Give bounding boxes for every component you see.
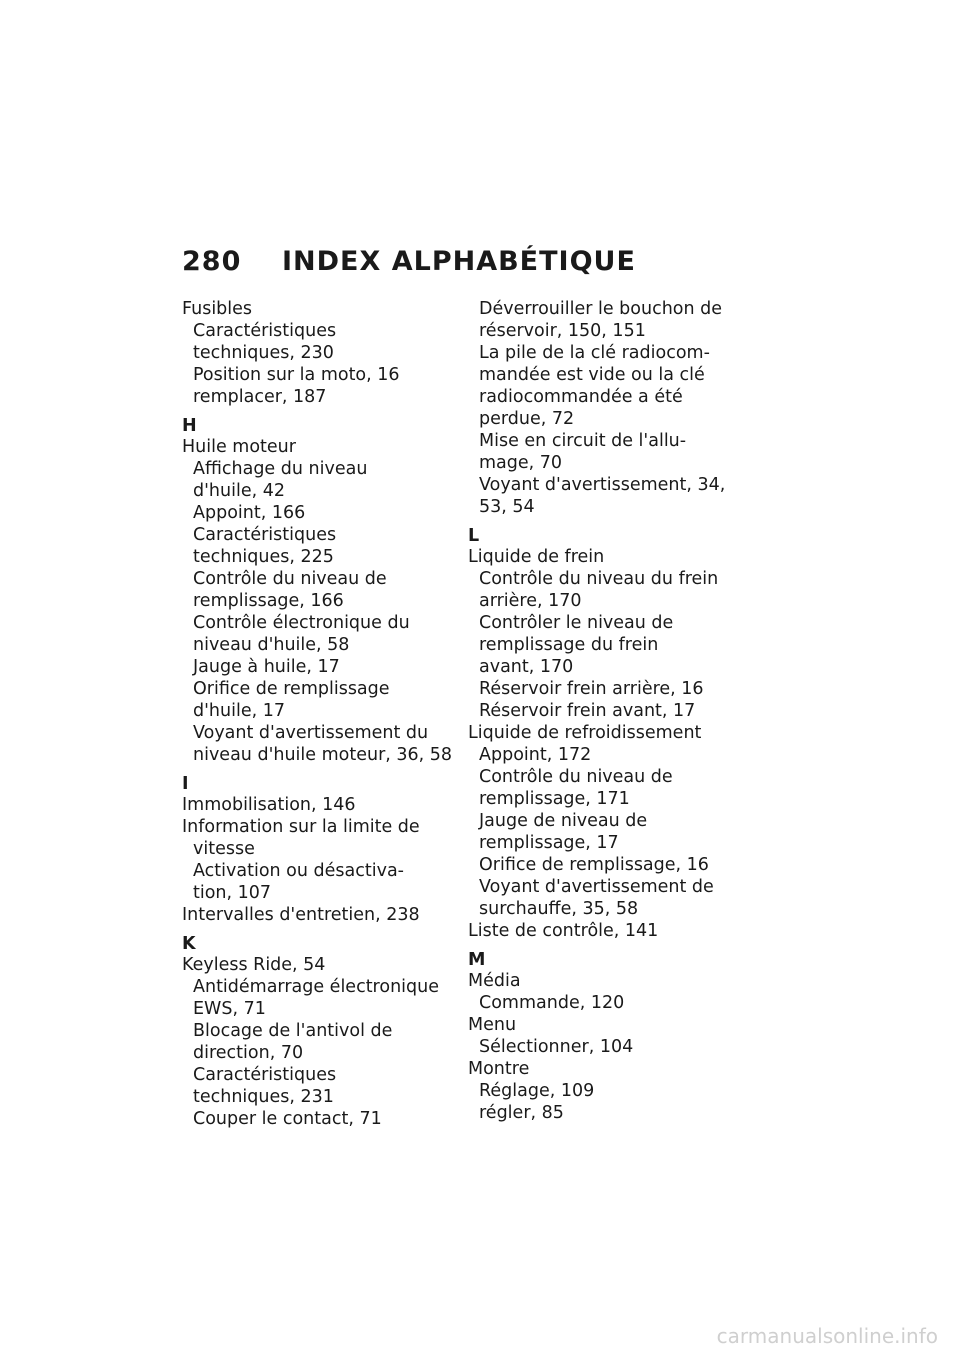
index-subentry: Sélectionner, 104	[479, 1037, 634, 1057]
index-subentry: remplacer, 187	[193, 387, 327, 407]
index-subentry: Contrôle du niveau de	[479, 767, 673, 787]
index-subentry: Voyant d'avertissement de	[479, 877, 714, 897]
index-subentry: techniques, 225	[193, 547, 334, 567]
index-subentry: Position sur la moto, 16	[193, 365, 400, 385]
index-subentry: remplissage, 166	[193, 591, 344, 611]
index-subentry: arrière, 170	[479, 591, 582, 611]
index-entry: Fusibles	[182, 299, 253, 319]
index-subentry: Contrôle du niveau de	[193, 569, 387, 589]
index-subentry: Mise en circuit de l'allu-	[479, 431, 687, 451]
index-subentry: Contrôler le niveau de	[479, 613, 674, 633]
index-subentry: d'huile, 42	[193, 481, 285, 501]
index-subentry: Orifice de remplissage	[193, 679, 390, 699]
index-subentry: radiocommandée a été	[479, 387, 683, 407]
index-subentry: techniques, 231	[193, 1087, 334, 1107]
index-entry: Huile moteur	[182, 437, 296, 457]
index-subentry: tion, 107	[193, 883, 272, 903]
index-letter-heading: M	[468, 950, 486, 970]
index-subentry: La pile de la clé radiocom-	[479, 343, 710, 363]
index-subentry: surchauffe, 35, 58	[479, 899, 639, 919]
index-entry: Liquide de refroidissement	[468, 723, 702, 743]
index-entry: Intervalles d'entretien, 238	[182, 905, 420, 925]
index-subentry: Commande, 120	[479, 993, 625, 1013]
page-header	[182, 246, 636, 277]
index-subentry: Réservoir frein avant, 17	[479, 701, 696, 721]
index-subentry: Voyant d'avertissement du	[193, 723, 429, 743]
index-subentry: EWS, 71	[193, 999, 266, 1019]
index-letter-heading: K	[182, 934, 196, 954]
index-subentry: réservoir, 150, 151	[479, 321, 646, 341]
index-subentry: remplissage, 17	[479, 833, 619, 853]
index-subentry: Réglage, 109	[479, 1081, 595, 1101]
index-letter-heading: I	[182, 774, 189, 794]
index-subentry: Caractéristiques	[193, 321, 337, 341]
index-subentry: Déverrouiller le bouchon de	[479, 299, 723, 319]
index-subentry: régler, 85	[479, 1103, 564, 1123]
index-subentry: direction, 70	[193, 1043, 304, 1063]
index-letter-heading: L	[468, 526, 480, 546]
index-entry: Keyless Ride, 54	[182, 955, 326, 975]
index-entry: Média	[468, 971, 521, 991]
index-column-right	[468, 298, 758, 1124]
index-subentry: niveau d'huile, 58	[193, 635, 350, 655]
watermark-text: carmanualsonline.info	[716, 1324, 938, 1348]
index-subentry: avant, 170	[479, 657, 574, 677]
index-subentry: mage, 70	[479, 453, 563, 473]
index-subentry: d'huile, 17	[193, 701, 285, 721]
index-subentry: Caractéristiques	[193, 525, 337, 545]
index-subentry: vitesse	[193, 839, 255, 859]
index-subentry: Jauge de niveau de	[479, 811, 648, 831]
index-subentry: remplissage, 171	[479, 789, 630, 809]
index-subentry: perdue, 72	[479, 409, 575, 429]
index-subentry: techniques, 230	[193, 343, 334, 363]
index-subentry: Appoint, 166	[193, 503, 306, 523]
index-column-left	[182, 298, 452, 1130]
index-subentry: Contrôle du niveau du frein	[479, 569, 719, 589]
index-letter-heading: H	[182, 416, 197, 436]
index-subentry: Jauge à huile, 17	[193, 657, 340, 677]
index-entry: Menu	[468, 1015, 517, 1035]
index-subentry: Caractéristiques	[193, 1065, 337, 1085]
index-subentry: 53, 54	[479, 497, 535, 517]
index-entry: Liquide de frein	[468, 547, 605, 567]
index-entry: Montre	[468, 1059, 530, 1079]
index-subentry: Réservoir frein arrière, 16	[479, 679, 704, 699]
index-entry: Information sur la limite de	[182, 817, 420, 837]
index-subentry: Voyant d'avertissement, 34,	[479, 475, 726, 495]
index-subentry: Appoint, 172	[479, 745, 592, 765]
index-subentry: Blocage de l'antivol de	[193, 1021, 393, 1041]
index-subentry: Affichage du niveau	[193, 459, 368, 479]
index-subentry: remplissage du frein	[479, 635, 659, 655]
index-subentry: niveau d'huile moteur, 36, 58	[193, 745, 453, 765]
index-subentry: Couper le contact, 71	[193, 1109, 382, 1129]
page-number: 280	[182, 246, 242, 277]
index-subentry: mandée est vide ou la clé	[479, 365, 705, 385]
index-subentry: Activation ou désactiva-	[193, 861, 404, 881]
index-subentry: Orifice de remplissage, 16	[479, 855, 709, 875]
page-title: INDEX ALPHABÉTIQUE	[282, 246, 636, 277]
index-entry: Immobilisation, 146	[182, 795, 356, 815]
index-subentry: Antidémarrage électronique	[193, 977, 439, 997]
index-entry: Liste de contrôle, 141	[468, 921, 659, 941]
index-subentry: Contrôle électronique du	[193, 613, 410, 633]
